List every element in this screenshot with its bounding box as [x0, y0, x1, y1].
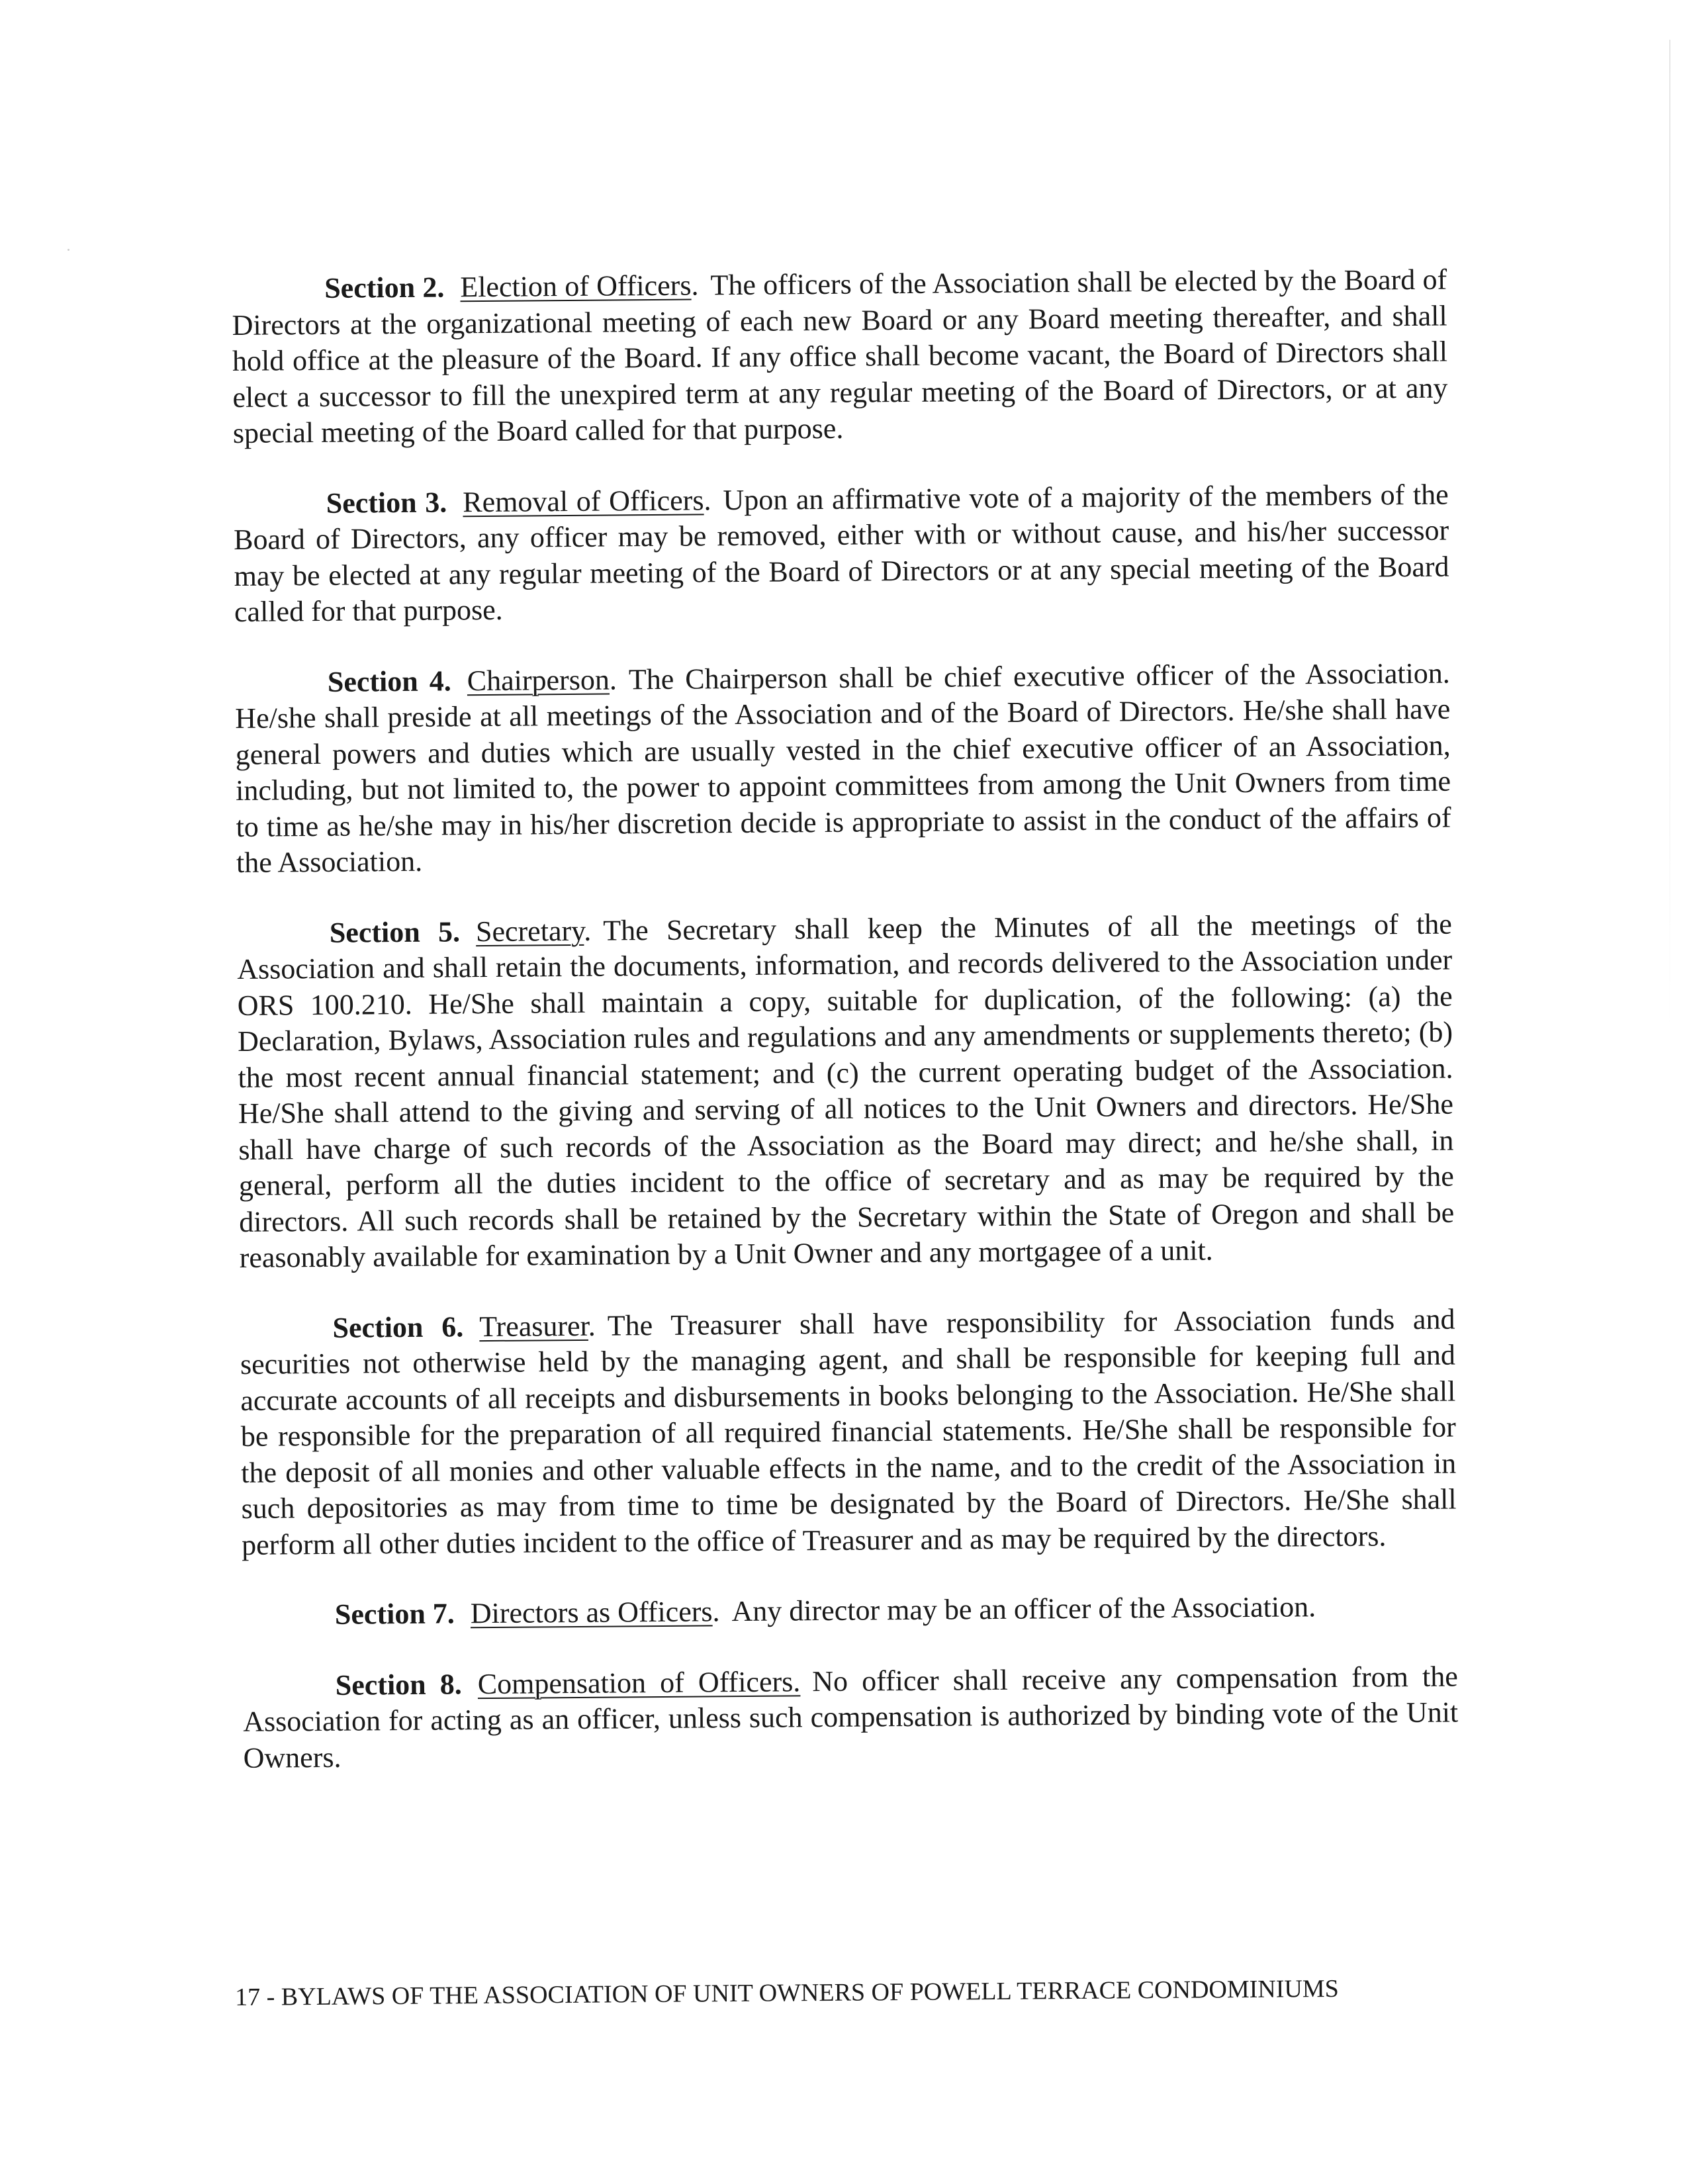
section-label: Section 5. — [329, 915, 461, 949]
section-label: Section 7. — [334, 1597, 455, 1631]
section-6 — [240, 1301, 1457, 1563]
section-title: Secretary — [475, 914, 584, 948]
bylaws-body — [232, 262, 1459, 1811]
scan-edge-line — [1669, 40, 1670, 1032]
section-title: Election of Officers — [460, 269, 692, 304]
section-title-period: . — [584, 914, 592, 947]
section-title: Treasurer — [479, 1309, 588, 1343]
section-label: Section 3. — [326, 485, 447, 520]
section-8 — [243, 1659, 1459, 1776]
section-title: Removal of Officers — [463, 483, 704, 518]
section-5 — [237, 906, 1455, 1276]
section-4 — [235, 655, 1452, 881]
section-title-period: . — [609, 662, 617, 696]
section-label: Section 6. — [332, 1310, 464, 1344]
section-label: Section 4. — [327, 664, 451, 698]
page-footer: 17 - BYLAWS OF THE ASSOCIATION OF UNIT OWNERS OF POWELL TERRACE CONDOMINIUMS — [235, 1974, 1339, 2011]
section-text: No officer shall receive any compensation from the Association for acting as an officer, unless such compensation is authorized by binding vote of the Unit Owners. — [243, 1660, 1459, 1774]
section-title: Directors as Officers — [470, 1595, 713, 1630]
section-text: The Secretary shall keep the Minutes of all the meetings of the Association and shall retain the documents, information, and records delivered to the Association under ORS 100.210. He/She shall maintain a copy, suitable for duplication, of the following: (a) the Declaration, Bylaws, Association rules and regulations and any amendments or supplements thereto; (b) the most recent annual financial statement; and (c) the current operating budget of the Association. He/She shall attend to the giving and serving of all notices to the Unit Owners and directors. He/She shall have charge of such records of the Association as the Board may direct; and he/she shall, in general, perform all the duties incident to the office of secretary and as may be required by the directors. All such records shall be retained by the Secretary within the State of Oregon and shall be reasonably available for examination by a Unit Owner and any mortgagee of a unit. — [237, 907, 1455, 1274]
section-title-period: . — [712, 1595, 720, 1628]
section-title-period: . — [691, 269, 699, 302]
section-text: The officers of the Association shall be elected by the Board of Directors at the organizational meeting of each new Board or any Board meeting thereafter, and shall hold office at the pleasure of the Board. If any office shall become vacant, the Board of Directors shall elect a successor to fill the unexpired term at any regular meeting of the Board of Directors, or at any special meeting of the Board called for that purpose. — [232, 263, 1448, 449]
section-3 — [234, 477, 1450, 630]
scan-speck — [68, 249, 69, 251]
section-text: Any director may be an officer of the Association. — [731, 1590, 1316, 1628]
section-label: Section 8. — [335, 1667, 462, 1702]
section-text: The Chairperson shall be chief executive officer of the Association. He/she shall preside at all meetings of the Association and of the Board of Directors. He/she shall have general powers and duties which are usually vested in the chief executive officer of an Association, including, but not limited to, the power to appoint committees from among the Unit Owners from time to time as he/she may in his/her discretion decide is appropriate to assist in the conduct of the affairs of the Association. — [235, 657, 1451, 879]
section-title-period: . — [588, 1309, 596, 1342]
section-7 — [242, 1588, 1457, 1634]
section-title-period: . — [704, 483, 711, 516]
section-title: Chairperson — [467, 663, 610, 697]
section-text: The Treasurer shall have responsibility for Association funds and securities not otherwise held by the managing agent, and shall be responsible for keeping full and accurate accounts of all receipts and disbursements in books belonging to the Association. He/She shall be responsible for the preparation of all required financial statements. He/She shall be responsible for the deposit of all monies and other valuable effects in the name, and to the credit of the Association in such depositories as may from time to time be designated by the Board of Directors. He/She shall perform all other duties incident to the office of Treasurer and as may be required by the directors. — [240, 1302, 1457, 1561]
section-text: Upon an affirmative vote of a majority of the members of the Board of Directors, any officer may be removed, either with or without cause, and his/her successor may be elected at any regular meeting of the Board of Directors or at any special meeting of the Board called for that purpose. — [233, 478, 1449, 628]
section-2 — [232, 262, 1448, 452]
section-title: Compensation of Officers. — [477, 1664, 801, 1700]
section-label: Section 2. — [324, 271, 445, 304]
